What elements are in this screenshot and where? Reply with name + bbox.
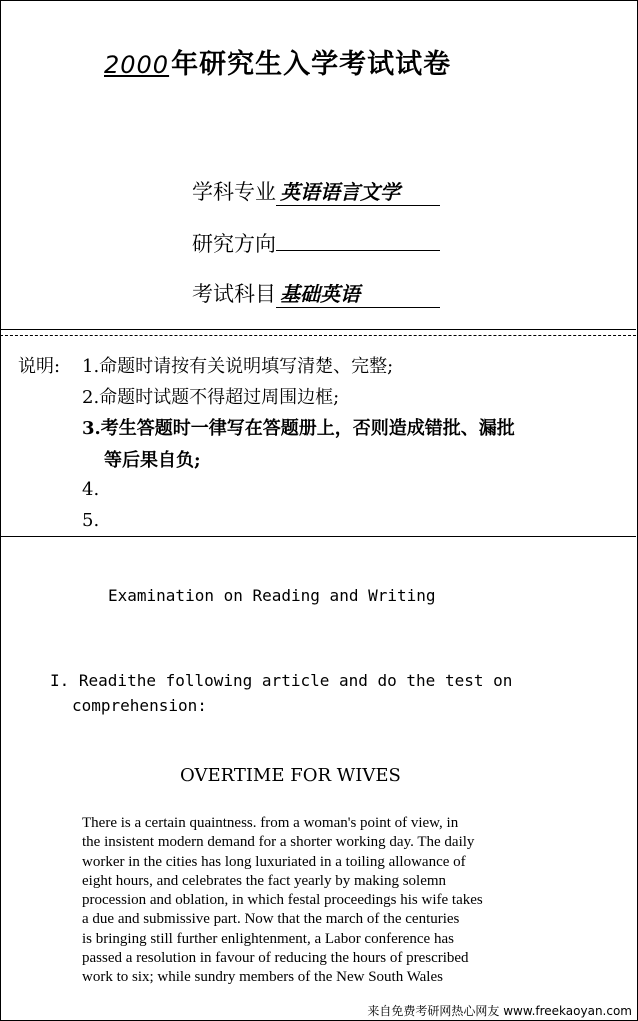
divider-top-dashed — [0, 335, 636, 336]
article-line: passed a resolution in favour of reducing the hours of prescribed — [82, 950, 469, 967]
field-subject-major — [192, 176, 440, 206]
field-exam-subject — [192, 278, 440, 308]
note-item-continued: 等后果自负; — [104, 450, 201, 471]
note-item: 5. — [82, 510, 100, 531]
article-line: a due and submissive part. Now that the march of the centuries — [82, 911, 460, 928]
field-label: 研究方向 — [192, 232, 276, 256]
divider-top — [0, 329, 636, 330]
note-item: 1.命题时请按有关说明填写清楚、完整; — [82, 356, 394, 377]
article-line: procession and oblation, in which festal proceedings his wife takes — [82, 892, 483, 909]
article-line: worker in the cities has long luxuriated in a toiling allowance of — [82, 853, 466, 870]
instruction-line: I. Readithe following article and do the test on — [50, 671, 513, 690]
article-line: work to six; while sundry members of the New South Wales — [82, 969, 443, 986]
field-value: 英语语言文学 — [276, 176, 440, 206]
article-title: OVERTIME FOR WIVES — [180, 765, 401, 786]
field-label: 考试科目 — [192, 282, 276, 306]
field-value — [276, 250, 440, 251]
article-line: There is a certain quaintness. from a woman's point of view, in — [82, 815, 459, 831]
notes-label: 说明: — [18, 356, 61, 377]
article-line: eight hours, and celebrates the fact yearly by making solemn — [82, 872, 447, 889]
field-label: 学科专业 — [192, 180, 276, 204]
instruction-line: comprehension: — [72, 696, 207, 715]
note-item: 4. — [82, 479, 100, 500]
exam-heading: Examination on Reading and Writing — [108, 586, 436, 605]
field-value: 基础英语 — [276, 278, 440, 308]
exam-year: 2000 — [104, 51, 170, 79]
note-item: 2.命题时试题不得超过周围边框; — [82, 387, 340, 408]
article-line: is bringing still further enlightenment, a Labor conference has — [82, 930, 454, 947]
page-title — [104, 42, 451, 81]
divider-bottom — [0, 536, 636, 537]
note-item: 3.考生答题时一律写在答题册上，否则造成错批、漏批 — [82, 418, 515, 439]
article-body — [82, 814, 560, 988]
article-line: the insistent modern demand for a shorter working day. The daily — [82, 834, 475, 851]
title-text: 年研究生入学考试试卷 — [171, 49, 452, 80]
field-research-direction — [192, 228, 440, 258]
source-footer: 来自免费考研网热心网友 www.freekaoyan.com — [367, 1004, 632, 1018]
